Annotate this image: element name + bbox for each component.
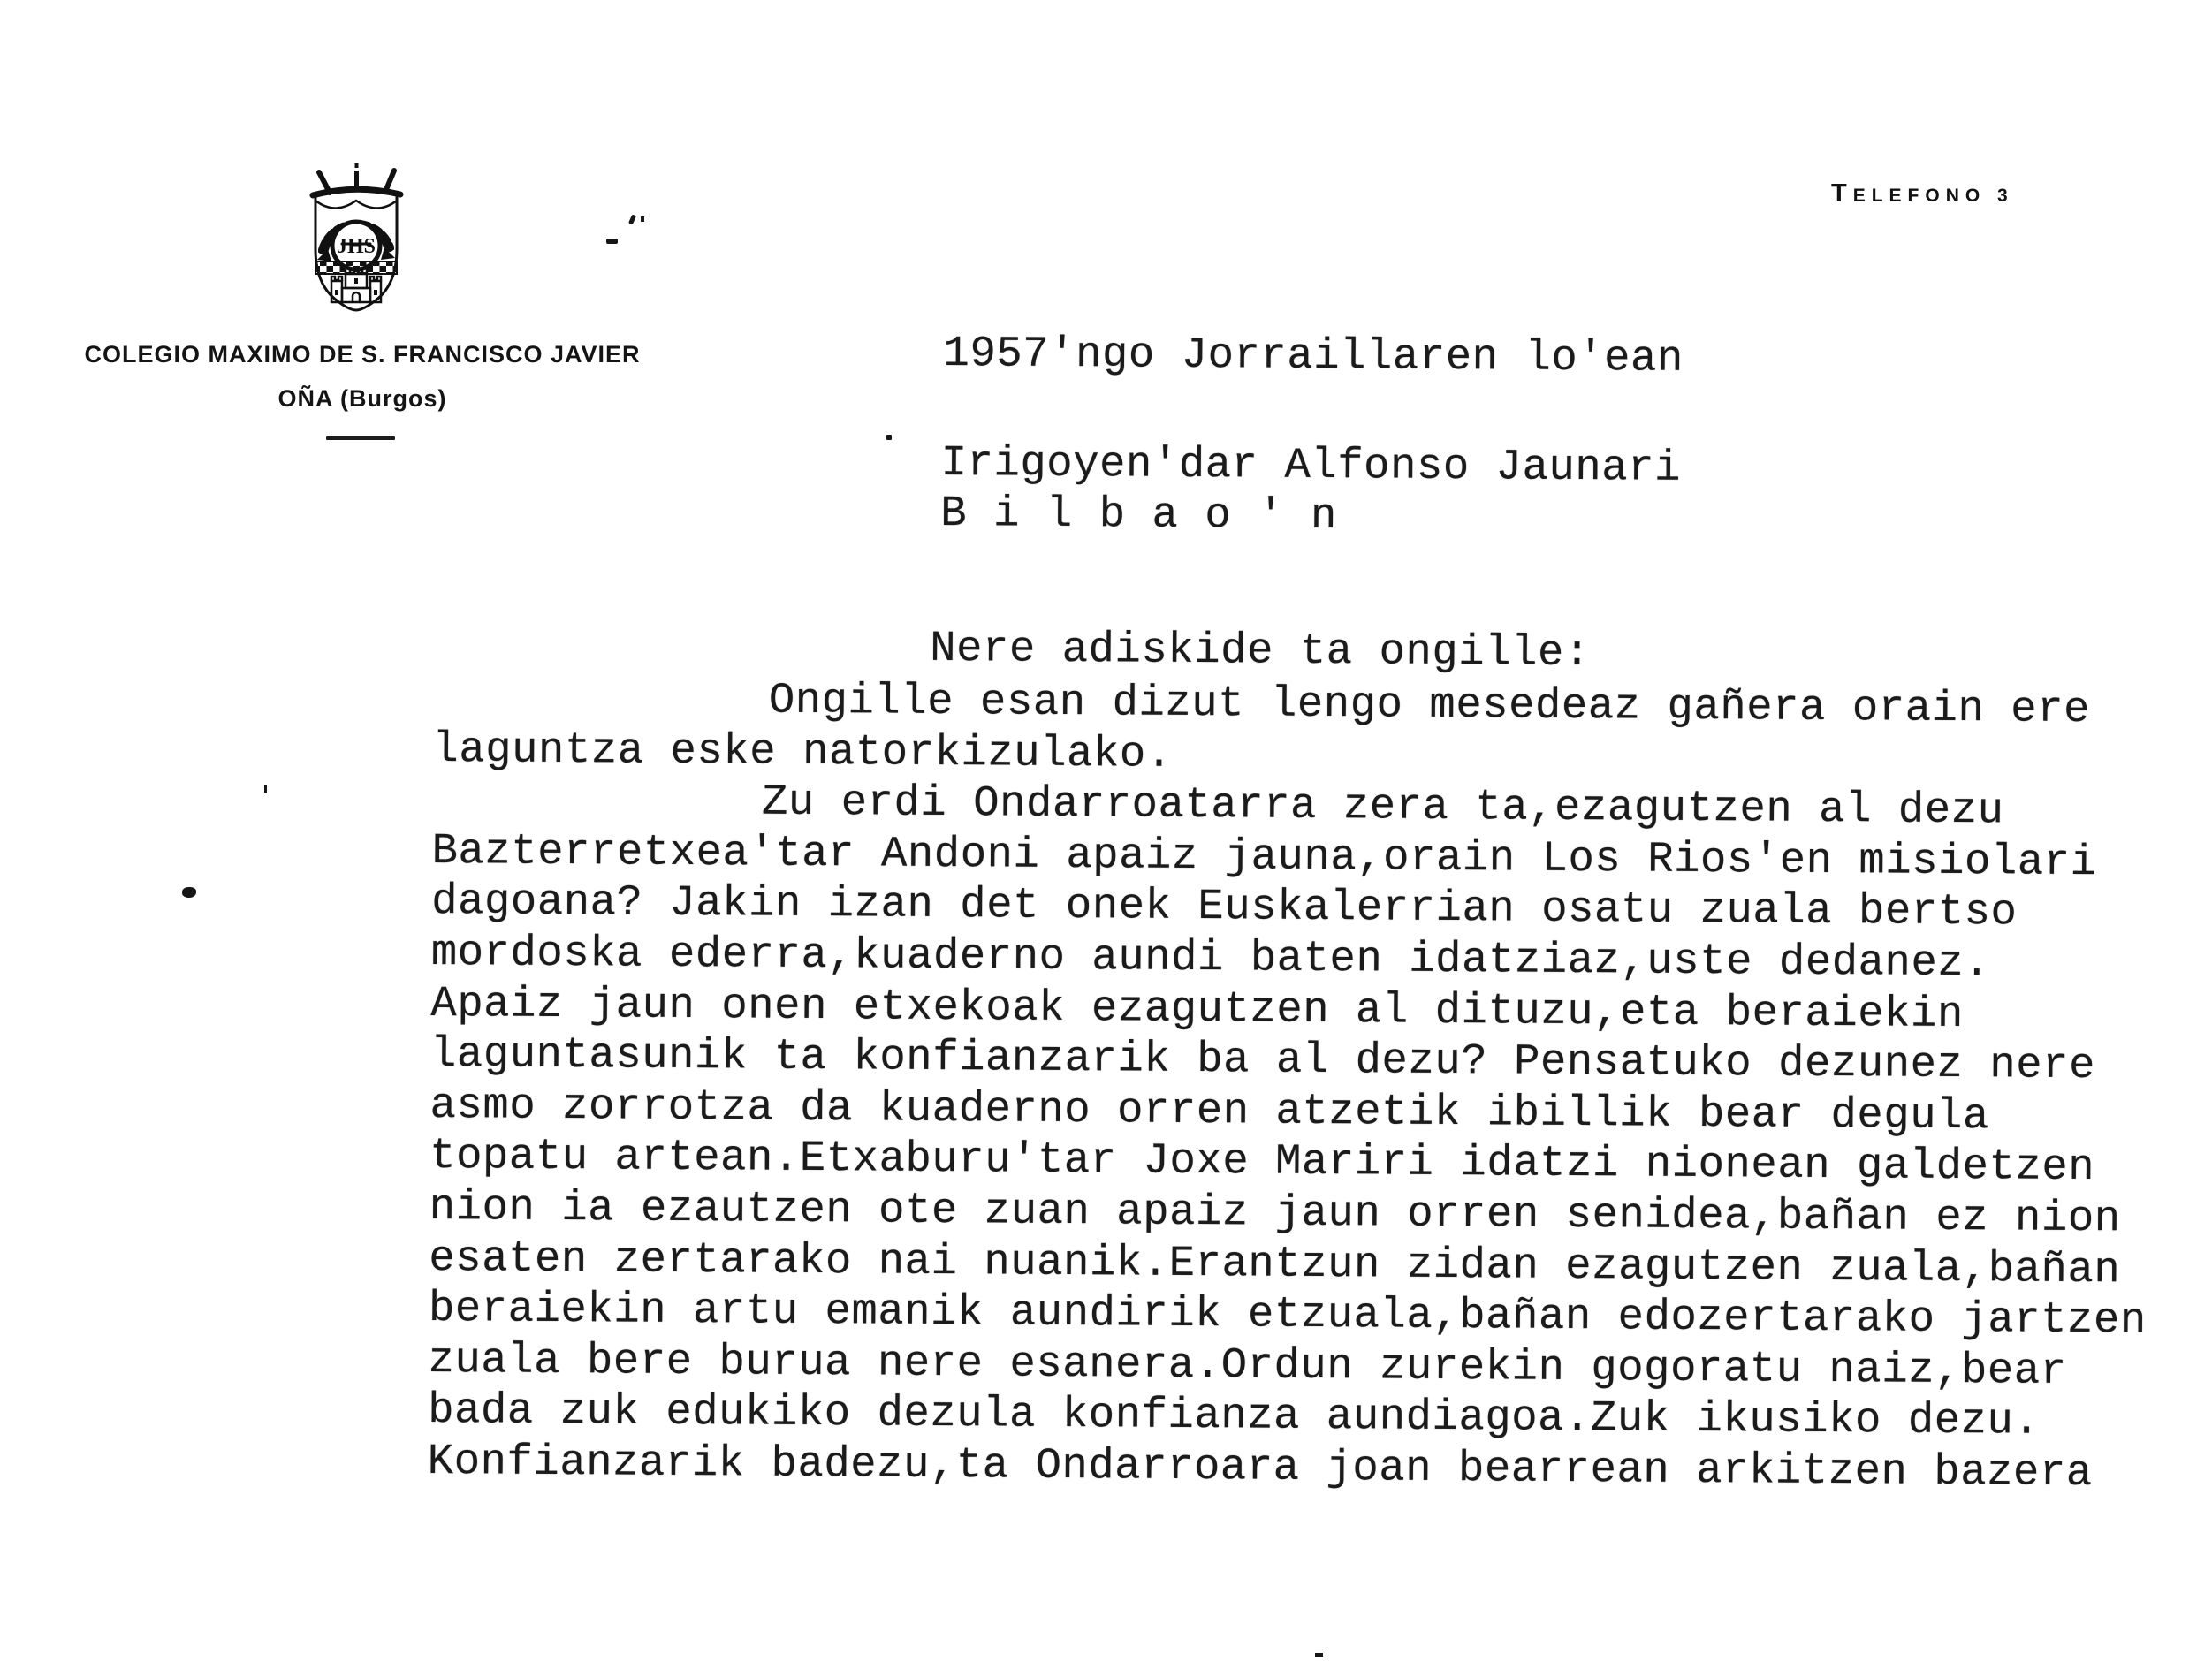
phone-label: TELEFONO 3 [1831,179,2014,208]
typed-line: Apaiz jaun onen etxekoak ezagutzen al dituzu,eta beraiekin [430,978,1965,1039]
ink-speck [1315,1653,1323,1657]
typed-line: Zu erdi Ondarroatarra zera ta,ezagutzen al dezu [761,777,2004,836]
letterhead-institution: COLEGIO MAXIMO DE S. FRANCISCO JAVIER [84,341,641,368]
typed-line: nion ia ezautzen ote zuan apaiz jaun orren senidea,bañan ez nion [429,1181,2121,1244]
typed-line: laguntasunik ta konfianzarik ba al dezu? Pensatuko dezunez nere [429,1029,2096,1091]
typed-line: mordoska ederra,kuaderno aundi baten idatziaz,uste dedanez. [430,927,1991,989]
salutation: Nere adiskide ta ongille: [930,623,1591,679]
typed-line: Bazterretxea'tar Andoni apaiz jauna,orain Los Rios'en misiolari [431,825,2097,887]
typed-line: bada zuk edukiko dezula konfianza aundiagoa.Zuk ikusiko dezu. [427,1385,2041,1447]
typed-line: topatu artean.Etxaburu'tar Joxe Mariri idatzi nionean galdetzen [429,1131,2095,1193]
typed-line: esaten zertarako nai nuanik.Erantzun zidan ezagutzen zuala,bañan [429,1233,2121,1294]
date-line: 1957'ngo Jorraillaren lo'ean [943,329,1684,383]
typed-line: Ongille esan dizut lengo mesedeaz gañera orain ere [768,675,2091,735]
letterhead-location: OÑA (Burgos) [277,385,447,412]
recipient-city: B i l b a o ' n [940,489,1338,542]
typed-line: Konfianzarik badezu,ta Ondarroara joan bearrean arkitzen bazera [427,1436,2093,1499]
ink-speck [264,785,267,793]
typed-line: asmo zorrotza da kuaderno orren atzetik ibillik bear degula [429,1080,1990,1142]
crest-monogram: JHS [336,235,376,258]
ink-speck [606,239,618,244]
ink-speck [641,216,644,222]
ink-speck [886,435,892,440]
typed-line: zuala bere burua nere esanera.Ordun zurekin gogoratu naiz,bear [428,1334,2067,1396]
typed-line: beraiekin artu emanik aundirik etzuala,bañan edozertarako jartzen [428,1284,2147,1346]
typed-line: dagoana? Jakin izan det onek Euskalerrian osatu zuala bertso [430,876,2018,937]
body-lines [428,673,2192,1499]
typed-line: laguntza eske natorkizulako. [432,724,1173,779]
ink-speck [182,887,196,898]
recipient-name: Irigoyen'dar Alfonso Jaunari [940,438,1682,493]
